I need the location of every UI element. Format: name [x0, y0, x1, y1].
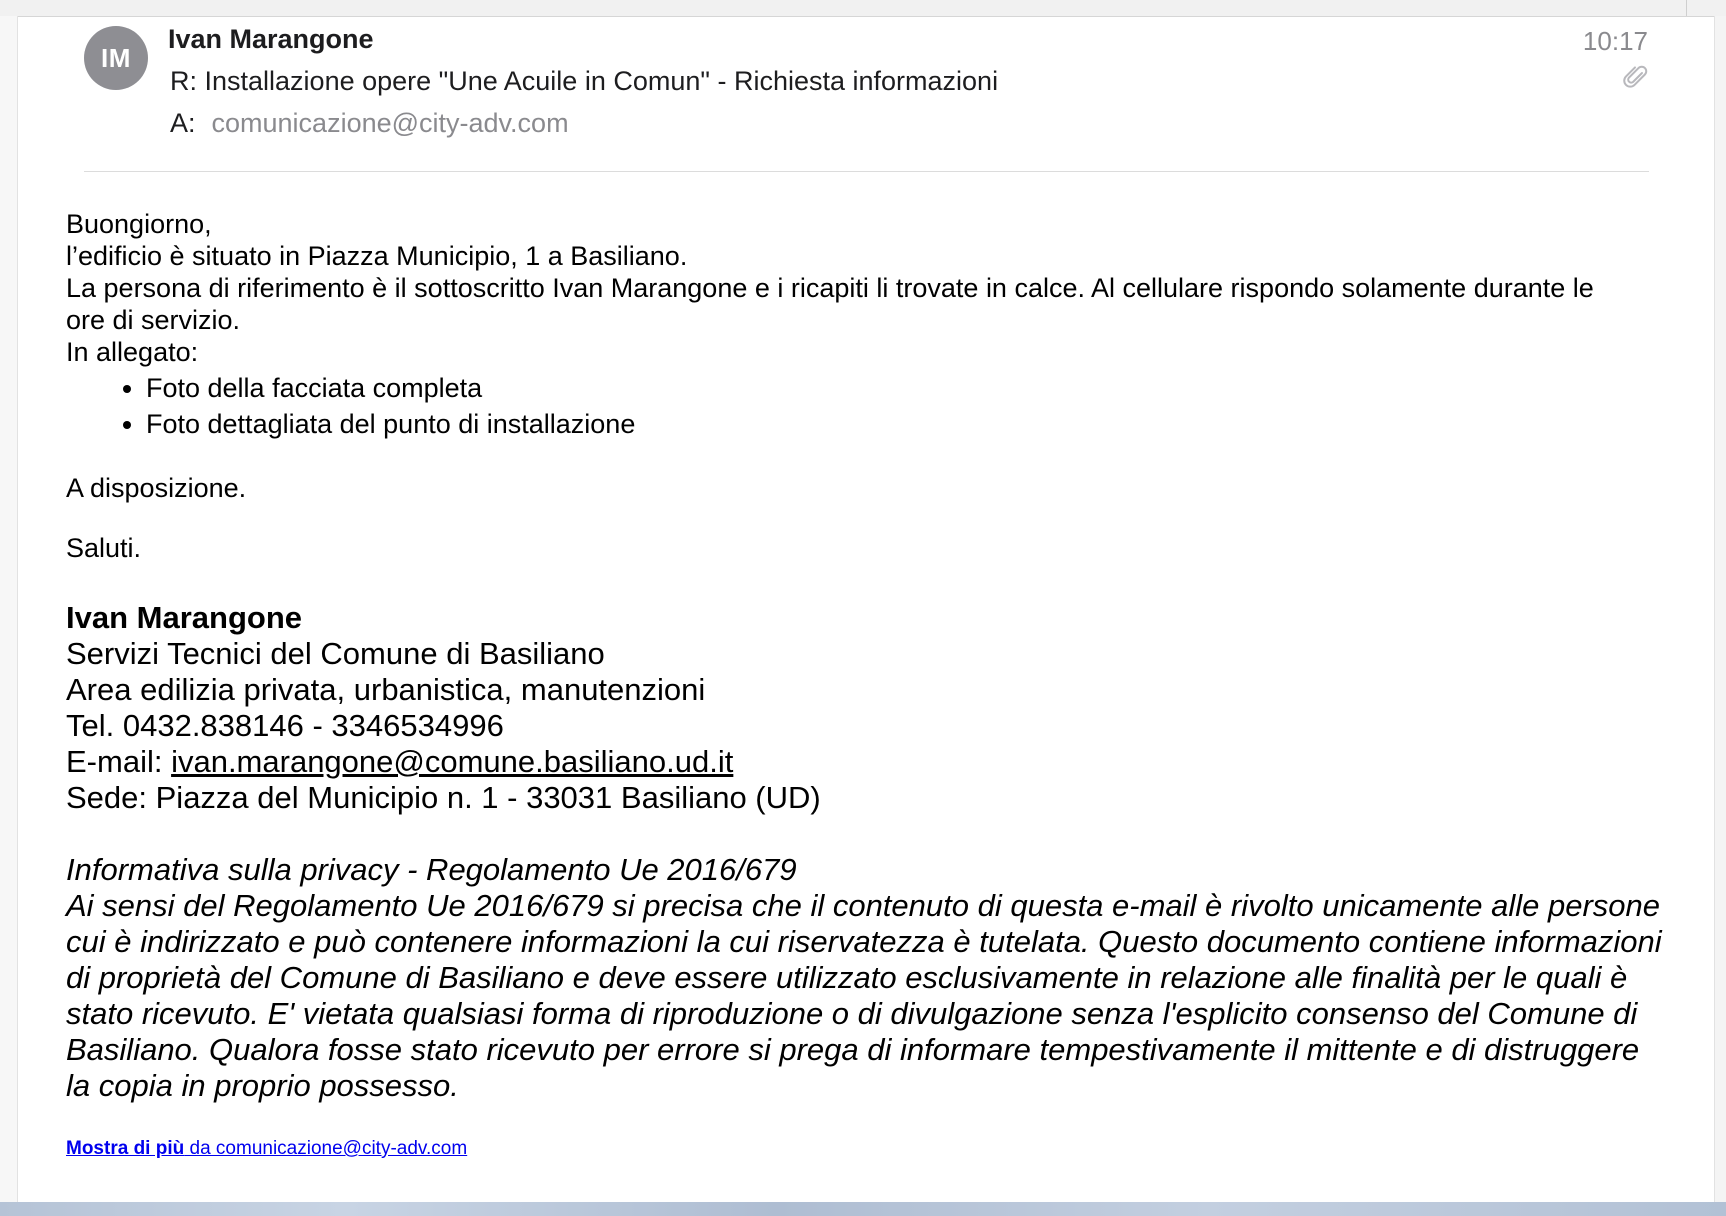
attachments-list — [66, 370, 1666, 442]
message-subject: R: Installazione opere "Une Acuile in Comun" - Richiesta informazioni — [170, 66, 999, 96]
body-line: l’edificio è situato in Piazza Municipio, 1 a Basiliano. — [66, 241, 688, 271]
privacy-text: Ai sensi del Regolamento Ue 2016/679 si precisa che il contenuto di questa e-mail è rivolto unicamente alle persone cui è indirizzato e può contenere informazioni la cui riservatezza è tutelata. Questo documento contiene informazioni di proprietà del Comune di Basiliano e deve essere utilizzato esclusivamente in relazione alle finalità per le quali è stato ricevuto. E' vietata qualsiasi forma di riproduzione o di divulgazione senza l'esplicito consenso del Comune di Basiliano. Qualora fosse stato ricevuto per errore si prega di informare tempestivamente il mittente e di distruggere la copia in proprio possesso. — [66, 888, 1662, 1103]
email-label: E-mail: — [66, 744, 172, 779]
left-pane-edge — [0, 16, 18, 1202]
window-top-bar — [0, 0, 1726, 17]
list-item: • Foto della facciata completa — [146, 370, 1666, 406]
sender-name[interactable]: Ivan Marangone — [168, 24, 374, 54]
scrollbar-track[interactable] — [1714, 16, 1726, 1202]
closing-line: Saluti. — [66, 533, 142, 563]
message-body — [66, 208, 1666, 1160]
signature-area: Area edilizia privata, urbanistica, manutenzioni — [66, 672, 706, 707]
avatar: IM — [84, 26, 148, 90]
closing-line: A disposizione. — [66, 473, 247, 503]
message-time: 10:17 — [1582, 26, 1648, 56]
show-more — [66, 1138, 1666, 1160]
privacy-title: Informativa sulla privacy - Regolamento Ue 2016/679 — [66, 852, 797, 887]
show-more-rest: da comunicazione@city-adv.com — [184, 1138, 468, 1159]
greeting: Buongiorno, — [66, 209, 212, 239]
to-label: A: — [170, 108, 196, 138]
bottom-strip — [0, 1202, 1726, 1216]
header-divider — [84, 171, 1649, 172]
signature-dept: Servizi Tecnici del Comune di Basiliano — [66, 636, 605, 671]
signature-name: Ivan Marangone — [66, 600, 302, 635]
body-line: La persona di riferimento è il sottoscritto Ivan Marangone e i ricapiti li trovate in calce. Al cellulare rispondo solamente durante le ore di servizio. — [66, 273, 1594, 335]
signature-email-row — [66, 744, 1666, 780]
recipient-row — [170, 108, 569, 139]
show-more-link[interactable] — [66, 1138, 467, 1159]
list-item: • Foto dettagliata del punto di installazione — [146, 406, 1666, 442]
recipient-address[interactable]: comunicazione@city-adv.com — [211, 108, 569, 138]
top-bar-divider — [1686, 0, 1687, 16]
signature-address: Sede: Piazza del Municipio n. 1 - 33031 Basiliano (UD) — [66, 780, 821, 815]
signature-tel: Tel. 0432.838146 - 3346534996 — [66, 708, 504, 743]
show-more-bold: Mostra di più — [66, 1138, 185, 1159]
attachments-intro: In allegato: — [66, 337, 199, 367]
signature — [66, 600, 1666, 816]
privacy-notice — [66, 852, 1666, 1104]
email-link[interactable]: ivan.marangone@comune.basiliano.ud.it — [171, 744, 734, 779]
paperclip-icon[interactable] — [1622, 64, 1650, 92]
